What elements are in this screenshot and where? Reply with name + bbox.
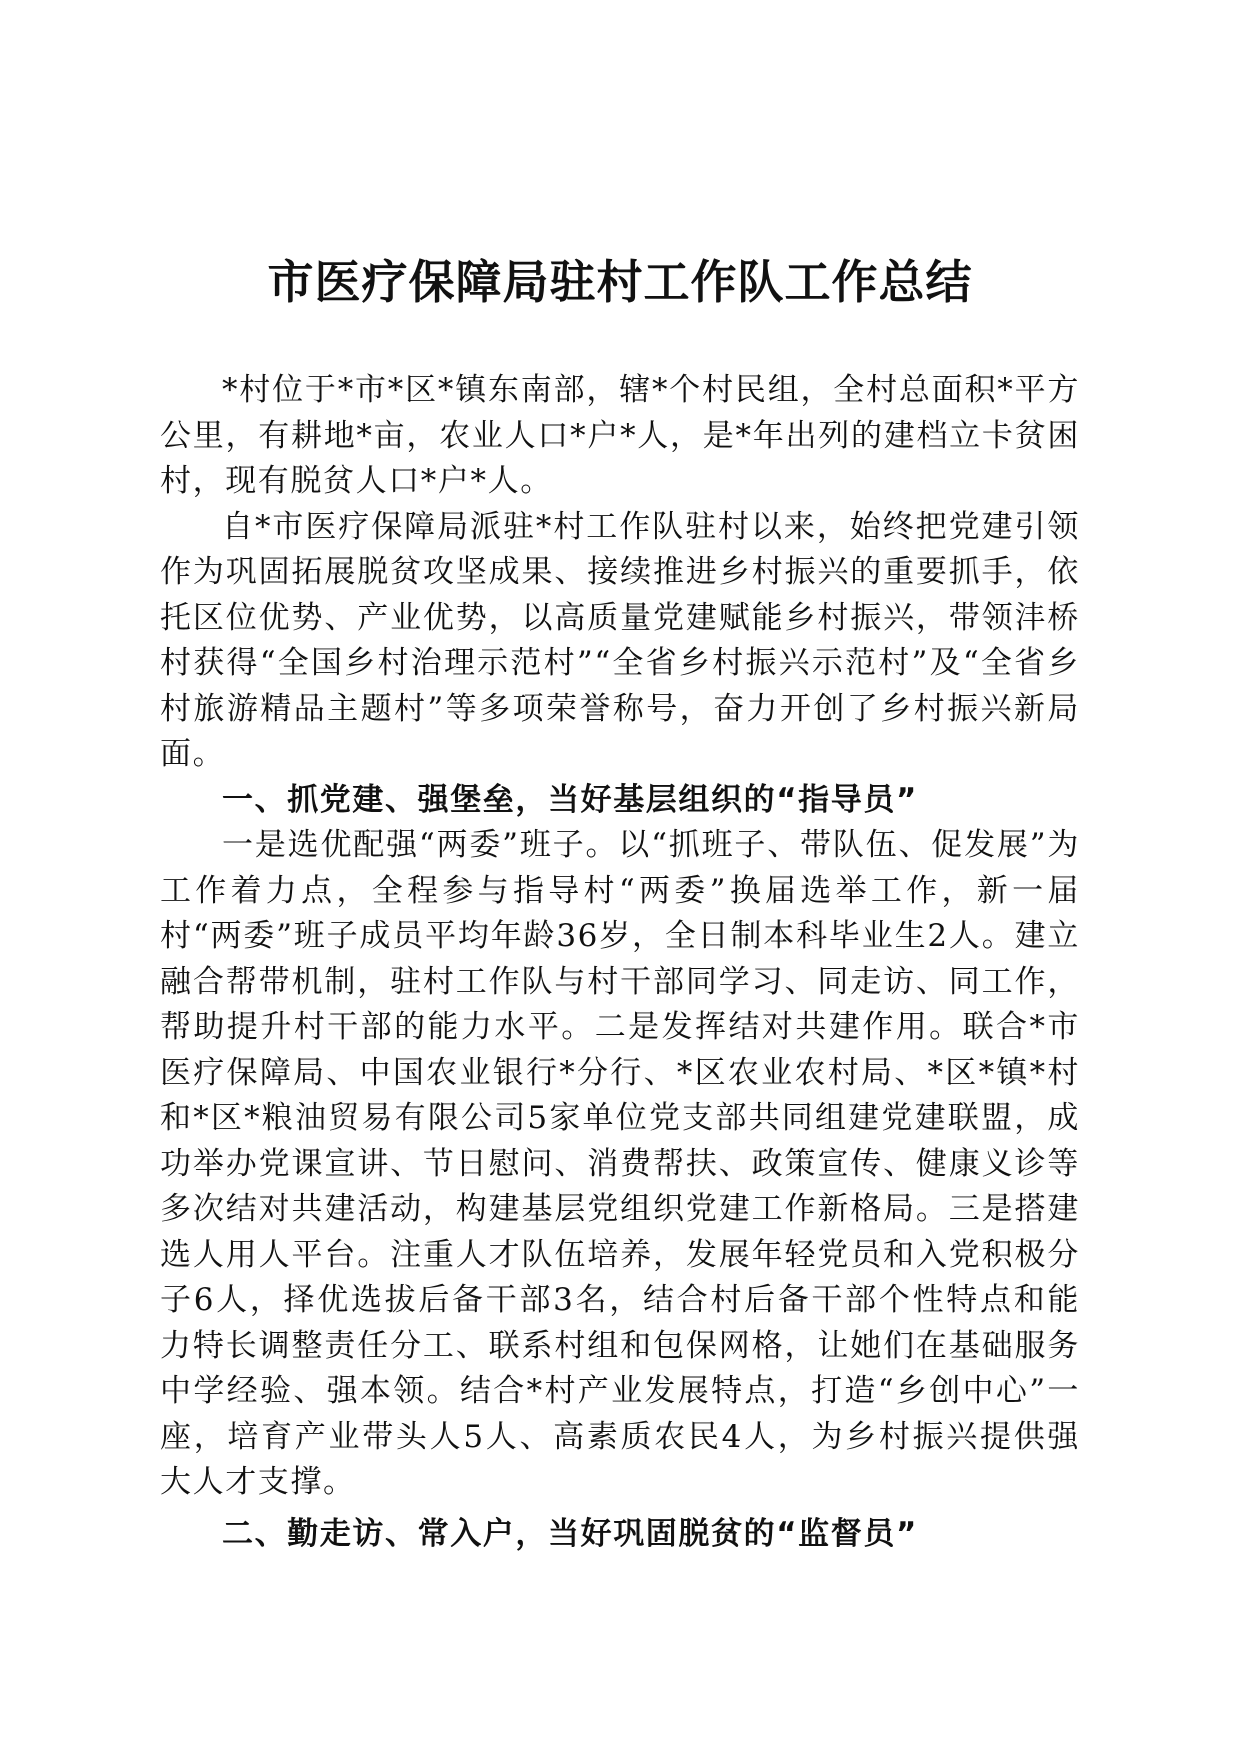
paragraph-work-team-overview: 自*市医疗保障局派驻*村工作队驻村以来，始终把党建引领作为巩固拓展脱贫攻坚成果、接续推进乡村振兴的重要抓手，依托区位优势、产业优势，以高质量党建赋能乡村振兴，带领沣桥村获得“全国乡村治理示范村”“全省乡村振兴示范村”及“全省乡村旅游精品主题村”等多项荣誉称号，奋力开创了乡村振兴新局面。 [160,508,1080,772]
paragraph-party-building-details: 一是选优配强“两委”班子。以“抓班子、带队伍、促发展”为工作着力点，全程参与指导村“两委”换届选举工作，新一届村“两委”班子成员平均年龄36岁，全日制本科毕业生2人。建立融合帮带机制，驻村工作队与村干部同学习、同走访、同工作，帮助提升村干部的能力水平。二是发挥结对共建作用。联合*市医疗保障局、中国农业银行*分行、*区农业农村局、*区*镇*村和*区*粮油贸易有限公司5家单位党支部共同组建党建联盟，成功举办党课宣讲、节日慰问、消费帮扶、政策宣传、健康义诊等多次结对共建活动，构建基层党组织党建工作新格局。三是搭建选人用人平台。注重人才队伍培养，发展年轻党员和入党积极分子6人，择优选拔后备干部3名，结合村后备干部个性特点和能力特长调整责任分工、联系村组和包保网格，让她们在基础服务中学经验、强本领。结合*村产业发展特点，打造“乡创中心”一座，培育产业带头人5人、高素质农民4人，为乡村振兴提供强大人才支撑。 [160,827,1080,1500]
document-body [160,368,1080,1557]
section-heading-poverty-monitoring: 二、勤走访、常入户，当好巩固脱贫的“监督员” [222,1515,918,1552]
section-heading-party-building: 一、抓党建、强堡垒，当好基层组织的“指导员” [222,781,918,818]
paragraph-village-intro: *村位于*市*区*镇东南部，辖*个村民组，全村总面积*平方公里，有耕地*亩，农业人口*户*人，是*年出列的建档立卡贫困村，现有脱贫人口*户*人。 [160,372,1080,499]
document-title: 市医疗保障局驻村工作队工作总结 [267,255,973,309]
